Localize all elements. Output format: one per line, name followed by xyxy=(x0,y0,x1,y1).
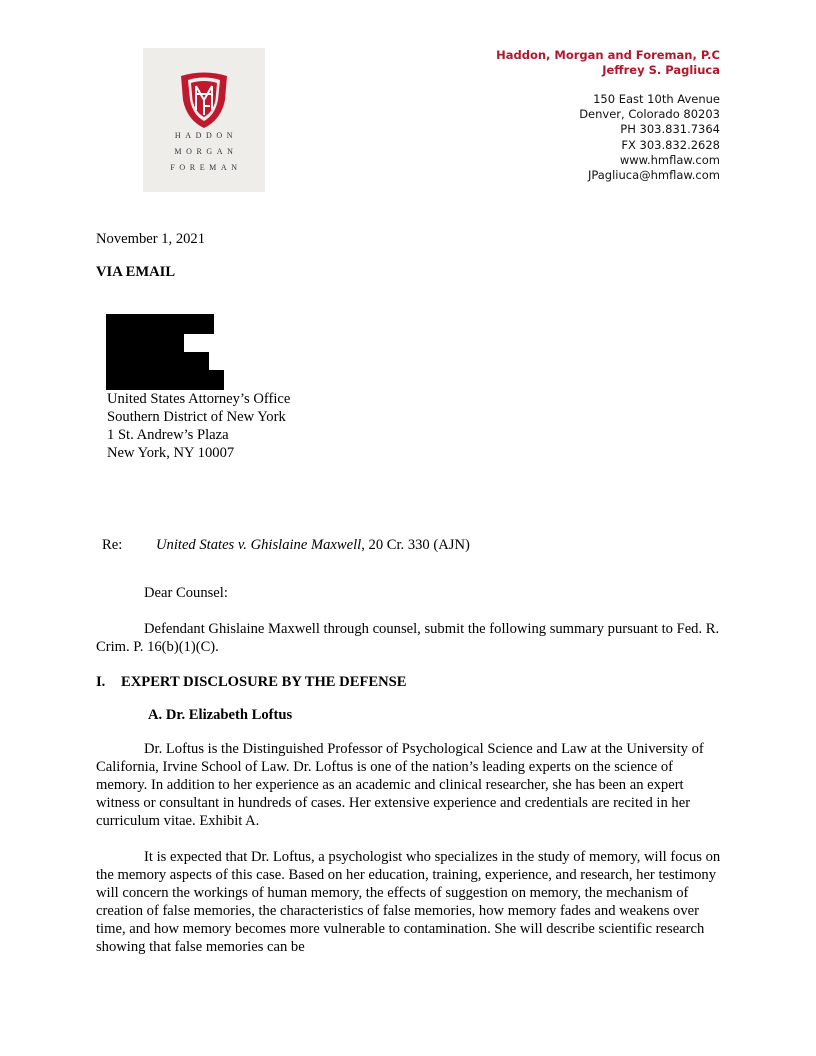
website-link[interactable]: www.hmflaw.com xyxy=(619,152,720,167)
email-link[interactable]: JPagliuca@hmflaw.com xyxy=(587,168,720,183)
letter-date: November 1, 2021 xyxy=(96,231,206,247)
case-name: United States v. Ghislaine Maxwell xyxy=(156,537,362,553)
letterhead xyxy=(496,48,720,183)
recipient-line-3: 1 St. Andrew’s Plaza xyxy=(107,427,229,443)
salutation: Dear Counsel: xyxy=(144,585,228,601)
firm-logo xyxy=(143,48,265,192)
subsection-heading: A. Dr. Elizabeth Loftus xyxy=(148,707,293,723)
firm-address xyxy=(496,92,720,183)
phone-number: PH 303.831.7364 xyxy=(620,122,720,137)
shield-monogram-icon xyxy=(177,70,231,130)
intro-paragraph xyxy=(96,620,726,656)
re-subject xyxy=(156,536,470,554)
case-number: , 20 Cr. 330 (AJN) xyxy=(361,537,470,553)
recipient-line-4: New York, NY 10007 xyxy=(107,445,235,461)
logo-word-foreman: FOREMAN xyxy=(170,163,242,172)
logo-word-morgan: MORGAN xyxy=(174,147,238,156)
redaction-block xyxy=(106,334,184,352)
recipient-line-1: United States Attorney’s Office xyxy=(107,391,291,407)
body-paragraph-1 xyxy=(96,740,726,830)
firm-name: Haddon, Morgan and Foreman, P.C xyxy=(496,48,720,62)
intro-text: Defendant Ghislaine Maxwell through counsel, submit the following summary pursuant to Fed. R. Crim. P. 16(b)(1)(C). xyxy=(96,621,720,655)
redaction-block xyxy=(106,314,214,334)
paragraph-text: It is expected that Dr. Loftus, a psychologist who specializes in the study of memory, will focus on the memory aspects of this case. Based on her education, training, experience, and research, her testimony will concern the workings of human memory, the effects of suggestion on memory, the mechanism of creation of false memories, the characteristics of false memories, how memory fades and weakens over time, and how memory becomes more vulnerable to contamination. She will describe scientific research showing that false memories can be xyxy=(96,849,721,955)
redaction-block xyxy=(106,370,224,390)
address-city: Denver, Colorado 80203 xyxy=(579,107,720,122)
body-paragraph-2 xyxy=(96,848,726,956)
section-heading: EXPERT DISCLOSURE BY THE DEFENSE xyxy=(121,674,407,690)
logo-word-haddon: HADDON xyxy=(174,131,238,140)
paragraph-text: Dr. Loftus is the Distinguished Professor of Psychological Science and Law at the University of California, Irvine School of Law. Dr. Loftus is one of the nation’s leading experts on the science of memory. In addition to her experience as an academic and clinical researcher, she has been an expert witness or consultant in hundreds of cases. Her extensive experience and credentials are recited in her curriculum vitae. Exhibit A. xyxy=(96,741,704,829)
redaction-block xyxy=(106,352,209,370)
address-street: 150 East 10th Avenue xyxy=(593,92,720,106)
re-label: Re: xyxy=(102,537,123,553)
attorney-name: Jeffrey S. Pagliuca xyxy=(602,63,720,77)
section-number: I. xyxy=(96,674,106,690)
delivery-method: VIA EMAIL xyxy=(96,264,176,280)
recipient-line-2: Southern District of New York xyxy=(107,409,286,425)
fax-number: FX 303.832.2628 xyxy=(621,137,720,152)
